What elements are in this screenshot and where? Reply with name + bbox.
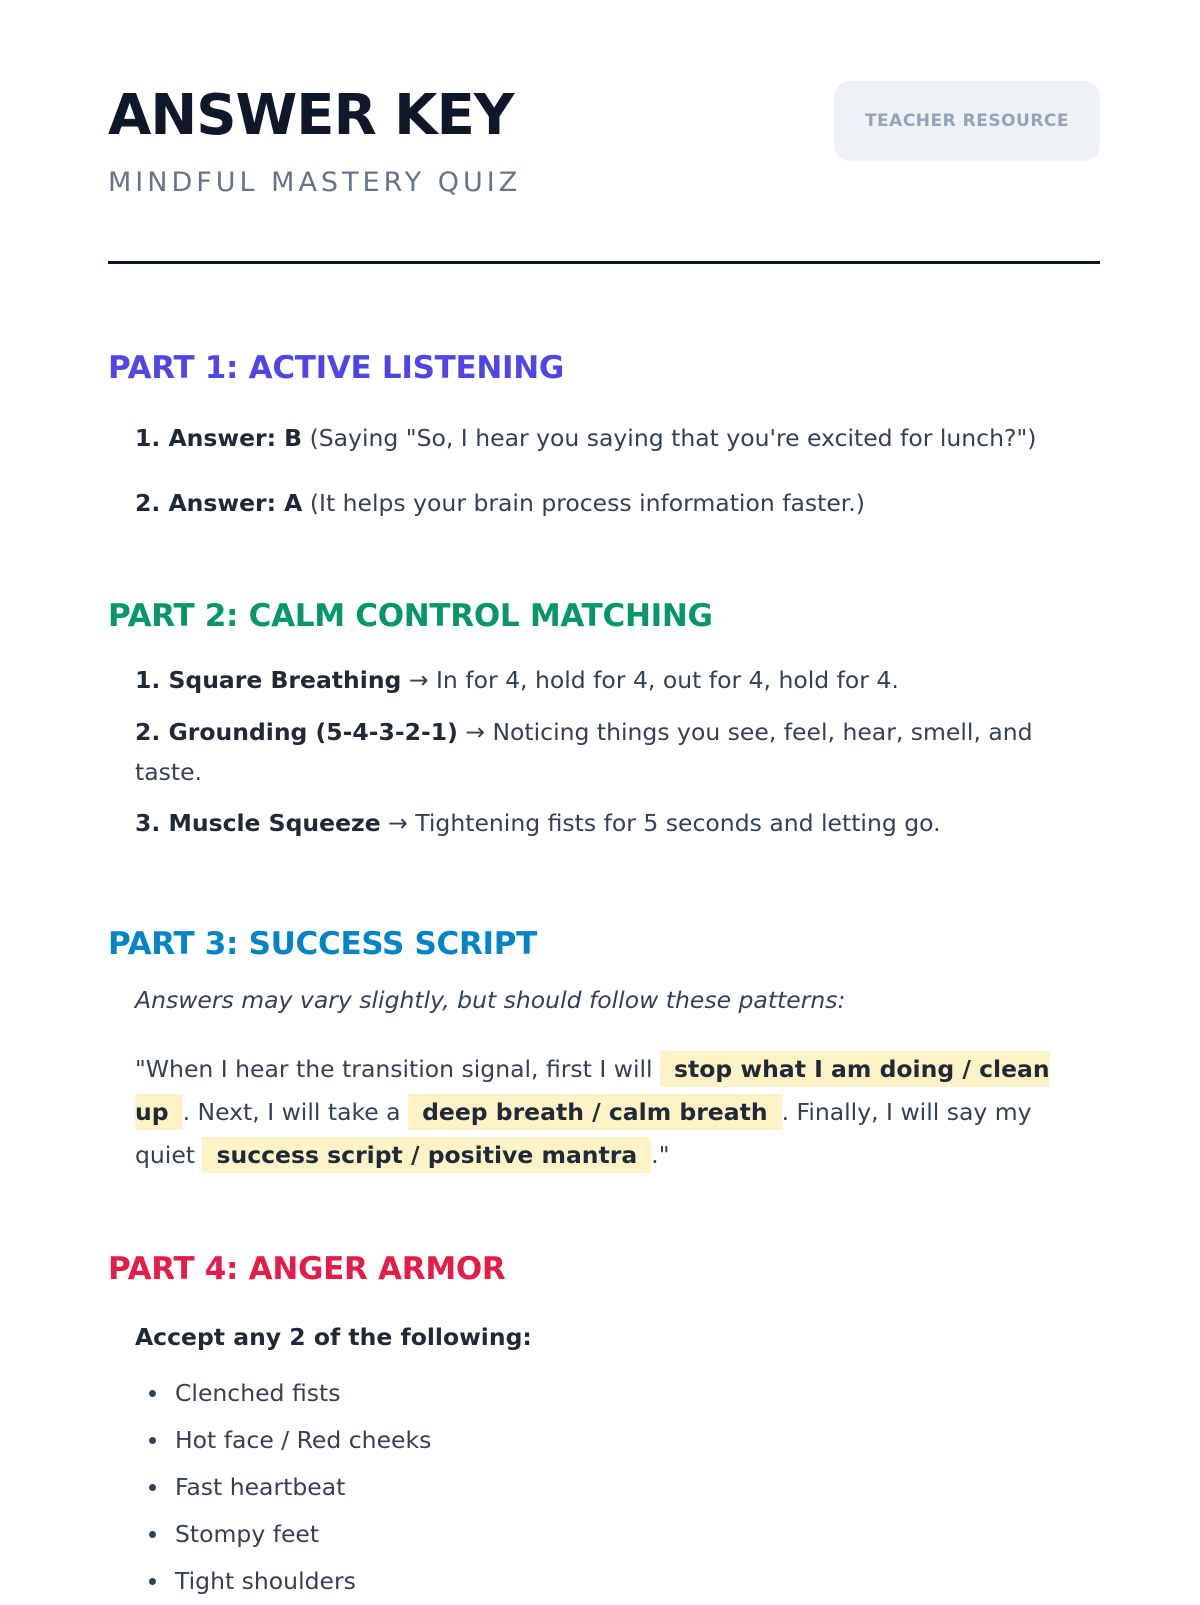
list-item: Stompy feet — [135, 1511, 431, 1558]
header-divider — [108, 261, 1100, 264]
answer-label: 1. Answer: B — [135, 424, 303, 452]
part2-match-2 — [135, 712, 1045, 792]
page-title: ANSWER KEY — [108, 83, 514, 148]
highlighted-answer: success script / positive mantra — [202, 1137, 651, 1173]
match-definition: → Noticing things you see, feel, hear, smell, and taste. — [135, 718, 1033, 786]
list-item: Clenched fists — [135, 1370, 431, 1417]
part4-intro — [135, 1317, 1075, 1357]
success-script-paragraph — [135, 1048, 1095, 1177]
part2-heading: PART 2: CALM CONTROL MATCHING — [108, 598, 713, 634]
script-text: . Finally, I will say my quiet — [135, 1098, 1032, 1169]
part1-answer-1 — [135, 418, 1075, 458]
list-item: Fast heartbeat — [135, 1464, 431, 1511]
answer-text: (Saying "So, I hear you saying that you're excited for lunch?") — [302, 424, 1037, 452]
match-term: 3. Muscle Squeeze — [135, 809, 381, 837]
answer-text: (It helps your brain process information faster.) — [302, 489, 865, 517]
part3-note: Answers may vary slightly, but should follow these patterns: — [135, 986, 846, 1014]
part3-heading: PART 3: SUCCESS SCRIPT — [108, 926, 538, 962]
script-text: ." — [651, 1141, 670, 1169]
part2-match-1 — [135, 660, 1075, 700]
match-term: 2. Grounding (5-4-3-2-1) — [135, 718, 458, 746]
script-text: . Next, I will take a — [182, 1098, 409, 1126]
match-term: 1. Square Breathing — [135, 666, 402, 694]
intro-text: Accept any 2 of the following: — [135, 1323, 532, 1351]
answer-key-page — [108, 0, 1100, 1600]
script-text: "When I hear the transition signal, first I will — [135, 1055, 661, 1083]
page-subtitle: MINDFUL MASTERY QUIZ — [108, 167, 522, 198]
answer-label: 2. Answer: A — [135, 489, 303, 517]
part1-heading: PART 1: ACTIVE LISTENING — [108, 350, 565, 386]
match-definition: → In for 4, hold for 4, out for 4, hold for 4. — [401, 666, 899, 694]
teacher-resource-badge: TEACHER RESOURCE — [834, 81, 1100, 161]
anger-signs-list — [135, 1370, 431, 1605]
part2-match-3 — [135, 803, 1075, 843]
match-definition: → Tightening fists for 5 seconds and letting go. — [380, 809, 941, 837]
list-item: Tight shoulders — [135, 1558, 431, 1605]
list-item: Hot face / Red cheeks — [135, 1417, 431, 1464]
highlighted-answer: stop what I am doing / clean up — [135, 1051, 1050, 1130]
part1-answer-2 — [135, 483, 1075, 523]
highlighted-answer: deep breath / calm breath — [408, 1094, 782, 1130]
page-header — [108, 84, 1100, 204]
part4-heading: PART 4: ANGER ARMOR — [108, 1251, 506, 1287]
